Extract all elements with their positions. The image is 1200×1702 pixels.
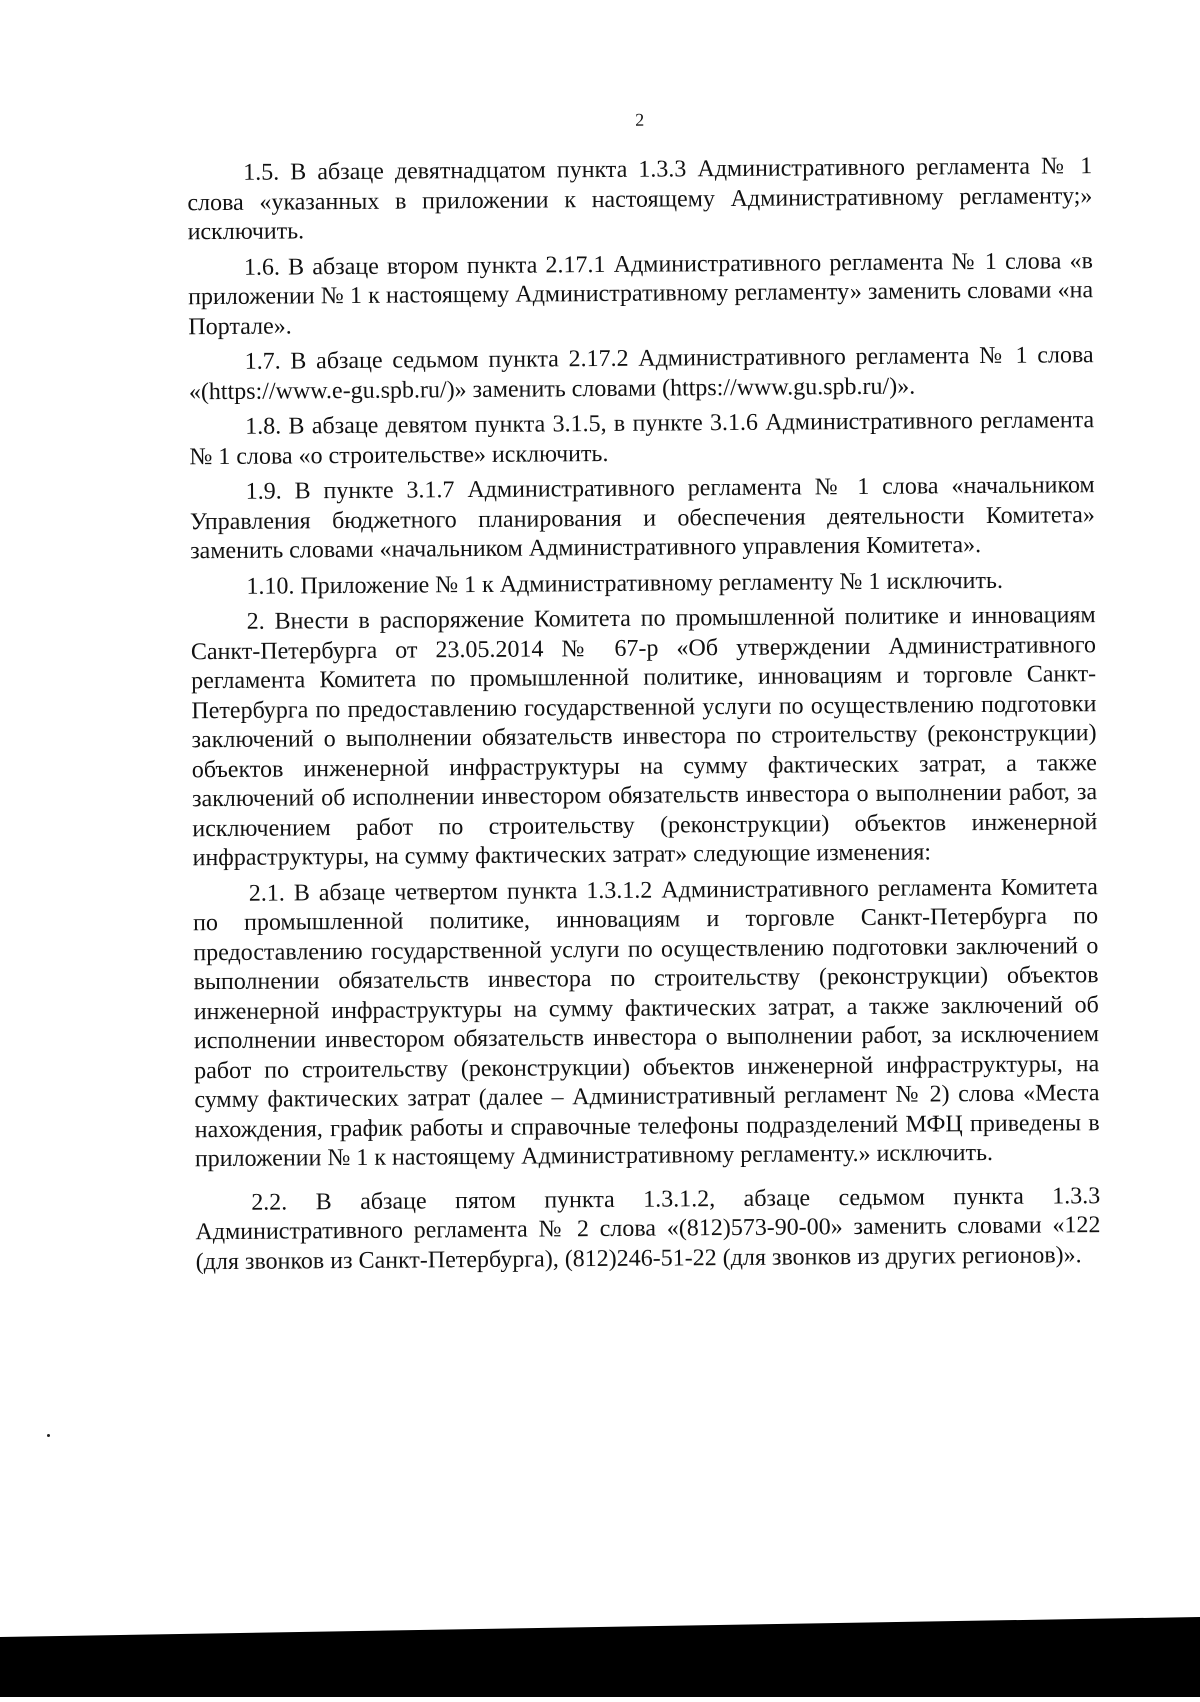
paragraph-1-7: 1.7. В абзаце седьмом пункта 2.17.2 Административного регламента № 1 слова «(https://www.e-gu.spb.ru/)» заменить словами (https://www.gu.spb.ru/)». (188, 342, 1094, 405)
paragraph-2-1: 2.1. В абзаце четвертом пункта 1.3.1.2 Административного регламента Комитета по промышленной политике, инновациям и торговле Санкт-Петербурга по предоставлению государственной услуги по осуществлению подготовки заключений о выполнении обязательств инвестора по строительству (реконструкции) объектов инженерной инфраструктуры на сумму фактических затрат, а также заключений об исполнении инвестором обязательств инвестора о выполнении работ, за исключением работ по строительству (реконструкции) объектов инженерной инфраструктуры, на сумму фактических затрат (далее – Административный регламент № 2) слова «Места нахождения, график работы и справочные телефоны подразделений МФЦ приведены в приложении № 1 к настоящему Административному регламенту.» исключить. (192, 873, 1100, 1173)
paragraph-1-10: 1.10. Приложение № 1 к Административному регламенту № 1 исключить. (246, 567, 1003, 600)
paragraph-2-2: 2.2. В абзаце пятом пункта 1.3.1.2, абзаце седьмом пункта 1.3.3 Административного регламента № 2 слова «(812)573-90-00» заменить словами «122 (для звонков из Санкт-Петербурга), (812)246-51-22 (для звонков из других регионов)». (195, 1182, 1101, 1275)
paragraph-1-9: 1.9. В пункте 3.1.7 Административного регламента № 1 слова «начальником Управления бюджетного планирования и обеспечения деятельности Комитета» заменить словами «начальником Административного управления Комитета». (189, 472, 1095, 565)
paragraph-2: 2. Внести в распоряжение Комитета по промышленной политике и инновациям Санкт-Петербурга от 23.05.2014 № 67-р «Об утверждении Административного регламента Комитета по промышленной политике, инновациям и торговле Санкт-Петербурга по предоставлению государственной услуги по осуществлению подготовки заключений о выполнении обязательств инвестора по строительству (реконструкции) объектов инженерной инфраструктуры на сумму фактических затрат, а также заключений об исполнении инвестором обязательств инвестора о выполнении работ, за исключением работ по строительству (реконструкции) объектов инженерной инфраструктуры, на сумму фактических затрат» следующие изменения: (190, 602, 1098, 872)
page-number: 2 (635, 109, 645, 130)
paragraph-1-6: 1.6. В абзаце втором пункта 2.17.1 Административного регламента № 1 слова «в приложении № 1 к настоящему Административному регламенту» заменить словами «на Портале». (188, 247, 1094, 340)
paragraph-1-8: 1.8. В абзаце девятом пункта 3.1.5, в пункте 3.1.6 Административного регламента № 1 слова «о строительстве» исключить. (189, 407, 1095, 470)
document-body (187, 152, 1101, 1277)
scan-speck (47, 1434, 50, 1437)
paragraph-1-5: 1.5. В абзаце девятнадцатом пункта 1.3.3 Административного регламента № 1 слова «указанных в приложении к настоящему Административному регламенту;» исключить. (187, 153, 1093, 246)
